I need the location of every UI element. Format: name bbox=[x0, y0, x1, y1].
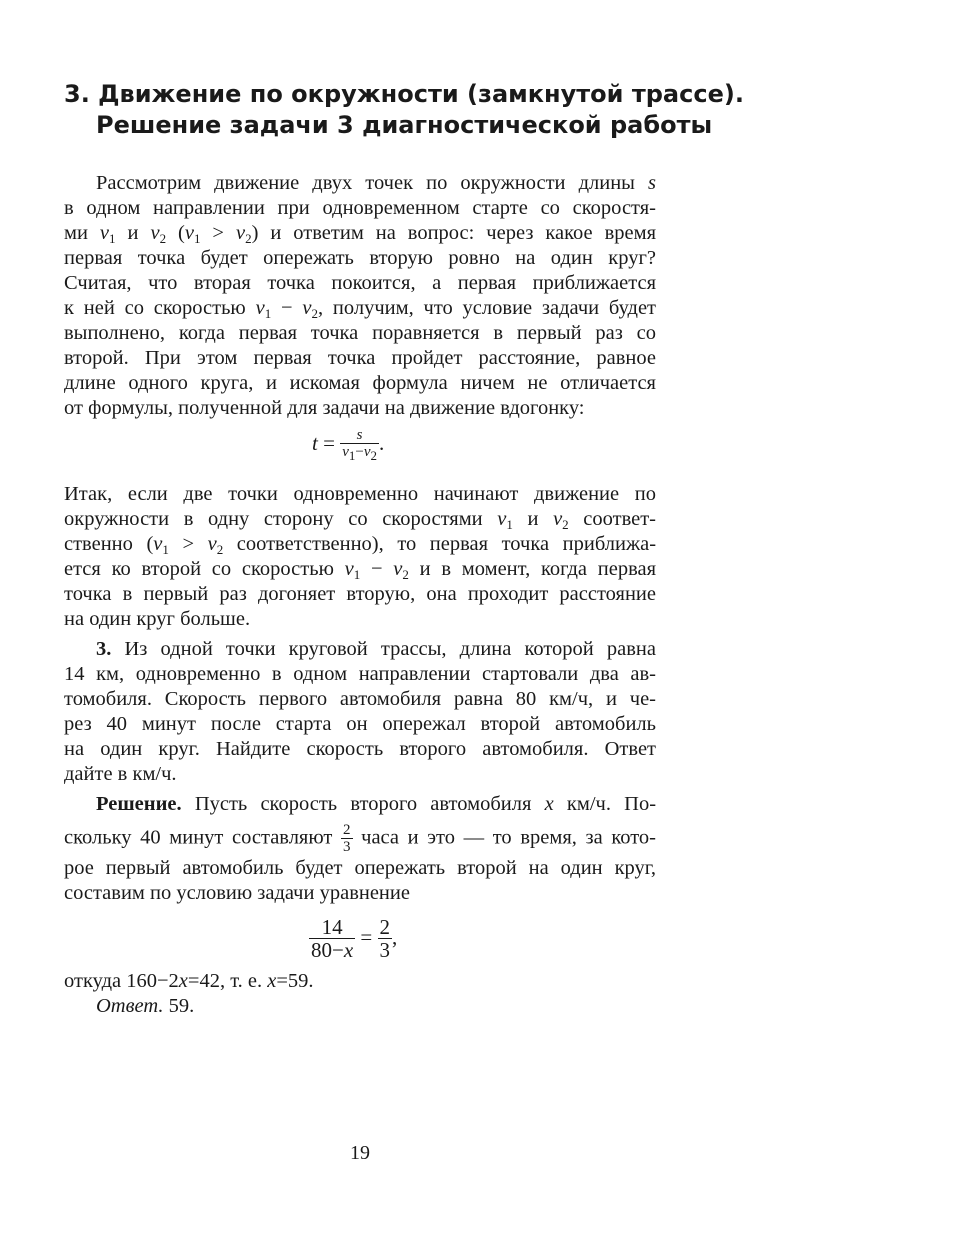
para1-line-5: Считая, что вторая точка покоится, а первая приближается bbox=[64, 272, 656, 294]
para1-line-9: длине одного круга, и искомая формула ничем не отличается bbox=[64, 372, 656, 394]
para1-line-10: от формулы, полученной для задачи на движение вдогонку: bbox=[64, 397, 585, 419]
problem-line-5: на один круг. Найдите скорость второго автомобиля. Ответ bbox=[64, 738, 656, 760]
solution-line-1: Решение. Пусть скорость второго автомобиля x км/ч. По- bbox=[96, 793, 657, 815]
para2-line-6: на один круг больше. bbox=[64, 608, 251, 630]
page-number: 19 bbox=[350, 1142, 370, 1164]
para1-line-4: первая точка будет опережать вторую ровно на один круг? bbox=[64, 247, 656, 269]
problem-line-1: 3. Из одной точки круговой трассы, длина которой равна bbox=[96, 638, 656, 660]
solution-line-2: скольку 40 минут составляют $\frac{2}{3}$ часа и это — то время, за кото- bbox=[64, 822, 656, 855]
para2-line-5: точка в первый раз догоняет вторую, она проходит расстояние bbox=[64, 583, 656, 605]
solution-line-3: рое первый автомобиль будет опережать второй на один круг, bbox=[64, 857, 656, 879]
section-heading-line-1: 3. Движение по окружности (замкнутой трассе). bbox=[64, 80, 744, 108]
problem-line-4: рез 40 минут после старта он опережал второй автомобиль bbox=[64, 713, 656, 735]
para1-line-1: Рассмотрим движение двух точек по окружности длины s bbox=[96, 172, 657, 194]
problem-line-6: дайте в км/ч. bbox=[64, 763, 177, 785]
para1-line-7: выполнено, когда первая точка поравняется в первый раз со bbox=[64, 322, 656, 344]
answer-line: Ответ. 59. bbox=[96, 995, 195, 1017]
formula-time: t = $\frac{s}{v1-v2}$ . bbox=[312, 427, 385, 463]
section-heading-line-2: Решение задачи 3 диагностической работы bbox=[96, 111, 713, 139]
problem-line-3: томобиля. Скорость первого автомобиля равна 80 км/ч, и че- bbox=[64, 688, 656, 710]
para1-line-6: к ней со скоростью $v_1 - v_2$, получим, что условие задачи будет bbox=[64, 297, 657, 321]
problem-line-2: 14 км, одновременно в одном направлении стартовали два ав- bbox=[64, 663, 656, 685]
para2-line-1: Итак, если две точки одновременно начинают движение по bbox=[64, 483, 656, 505]
result-line: откуда 160−2x=42, т. е. x=59. bbox=[64, 970, 314, 992]
para1-line-3: ми $v_1$ и $v_2$ $(v_1 > v_2)$ и ответим на вопрос: через какое время bbox=[64, 222, 657, 246]
para2-line-3: ственно ($v_1 > v_2$ соответственно), то первая точка приближа- bbox=[64, 533, 657, 557]
para1-line-8: второй. При этом первая точка пройдет расстояние, равное bbox=[64, 347, 656, 369]
para2-line-4: ется ко второй со скоростью $v_1 - v_2$ и в момент, когда первая bbox=[64, 558, 657, 582]
para1-line-2: в одном направлении при одновременном старте со скоростя- bbox=[64, 197, 656, 219]
solution-line-4: составим по условию задачи уравнение bbox=[64, 882, 410, 904]
formula-equation: $\frac{14}{80-x}$ = $\frac{2}{3}$ , bbox=[311, 915, 398, 962]
para2-line-2: окружности в одну сторону со скоростями $v_1$ и $v_2$ соответ- bbox=[64, 508, 657, 532]
